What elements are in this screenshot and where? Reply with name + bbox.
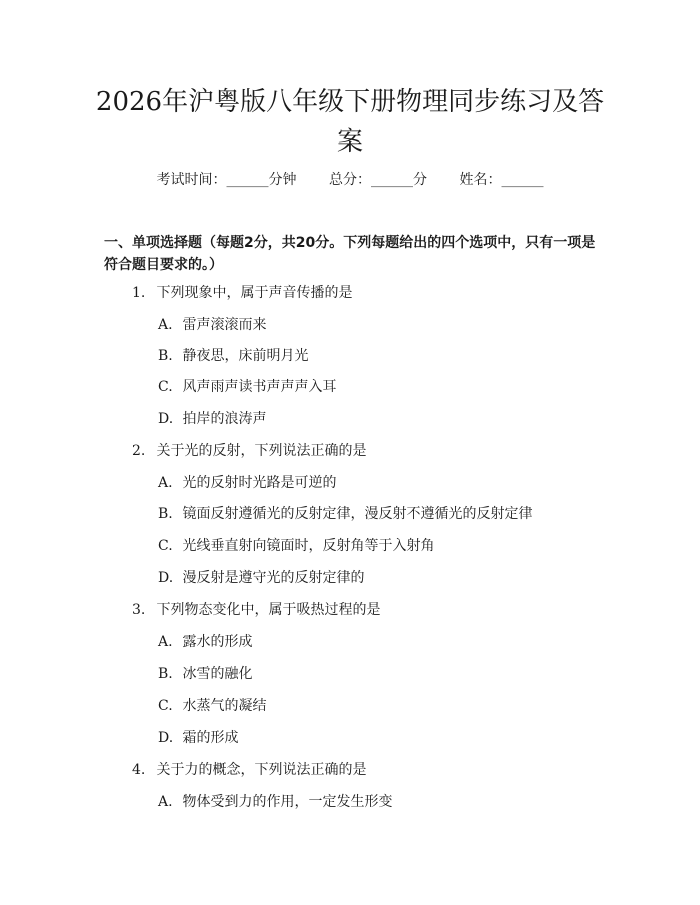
- option-label: B.: [158, 506, 173, 522]
- option-3a[interactable]: [158, 632, 252, 652]
- question-text: 下列物态变化中，属于吸热过程的是: [156, 602, 381, 618]
- question-2: [132, 441, 366, 461]
- option-label: D.: [158, 730, 174, 746]
- option-text: 霜的形成: [182, 730, 239, 746]
- option-label: A.: [158, 317, 173, 333]
- page-title: 2026年沪粤版八年级下册物理同步练习及答案: [95, 87, 605, 157]
- question-number: 2.: [132, 443, 146, 459]
- option-label: D.: [158, 570, 174, 586]
- option-text: 水蒸气的凝结: [182, 698, 267, 714]
- option-text: 物体受到力的作用，一定发生形变: [182, 794, 393, 810]
- question-3: [132, 600, 380, 620]
- question-1: [132, 283, 352, 303]
- question-text: 关于力的概念，下列说法正确的是: [156, 762, 367, 778]
- option-3c[interactable]: [158, 696, 266, 716]
- option-1a[interactable]: [158, 315, 266, 335]
- option-label: C.: [158, 698, 173, 714]
- option-1c[interactable]: [158, 377, 336, 397]
- option-2d[interactable]: [158, 568, 364, 588]
- option-text: 光的反射时光路是可逆的: [182, 475, 337, 491]
- total-score-label: 总分：: [329, 172, 371, 188]
- option-label: D.: [158, 411, 174, 427]
- exam-info-line: [0, 170, 700, 190]
- exam-time-unit: 分钟: [268, 172, 297, 188]
- option-label: B.: [158, 666, 173, 682]
- option-3b[interactable]: [158, 664, 252, 684]
- exam-time-label: 考试时间：: [156, 172, 227, 188]
- exam-time-blank[interactable]: ______: [226, 172, 269, 188]
- total-score-unit: 分: [413, 172, 427, 188]
- option-label: C.: [158, 538, 173, 554]
- option-1b[interactable]: [158, 346, 308, 366]
- option-label: A.: [158, 794, 173, 810]
- name-label: 姓名：: [459, 172, 502, 188]
- total-score-field: [329, 170, 427, 190]
- name-field: [459, 170, 543, 190]
- exam-time-field: [157, 170, 297, 190]
- question-number: 1.: [132, 285, 146, 301]
- question-number: 3.: [132, 602, 146, 618]
- option-label: A.: [158, 475, 173, 491]
- option-label: A.: [158, 634, 173, 650]
- question-4: [132, 760, 366, 780]
- question-number: 4.: [132, 762, 146, 778]
- option-label: B.: [158, 348, 173, 364]
- question-text: 下列现象中，属于声音传播的是: [156, 285, 353, 301]
- question-text: 关于光的反射，下列说法正确的是: [156, 443, 367, 459]
- option-text: 漫反射是遵守光的反射定律的: [182, 570, 365, 586]
- section-heading: 一、单项选择题（每题2分，共20分。下列每题给出的四个选项中，只有一项是符合题目要求的。）: [104, 235, 596, 273]
- option-text: 露水的形成: [182, 634, 253, 650]
- option-text: 静夜思，床前明月光: [182, 348, 309, 364]
- option-text: 光线垂直射向镜面时，反射角等于入射角: [182, 538, 435, 554]
- total-score-blank[interactable]: ______: [371, 172, 413, 188]
- option-text: 镜面反射遵循光的反射定律，漫反射不遵循光的反射定律: [182, 506, 533, 522]
- option-text: 拍岸的浪涛声: [182, 411, 267, 427]
- option-2b[interactable]: [158, 504, 532, 524]
- option-1d[interactable]: [158, 409, 266, 429]
- option-2a[interactable]: [158, 473, 336, 493]
- name-blank[interactable]: ______: [501, 172, 544, 188]
- option-text: 雷声滚滚而来: [182, 317, 267, 333]
- option-text: 冰雪的融化: [182, 666, 253, 682]
- option-text: 风声雨声读书声声声入耳: [182, 379, 337, 395]
- option-2c[interactable]: [158, 536, 434, 556]
- option-label: C.: [158, 379, 173, 395]
- option-4a[interactable]: [158, 792, 392, 812]
- option-3d[interactable]: [158, 728, 238, 748]
